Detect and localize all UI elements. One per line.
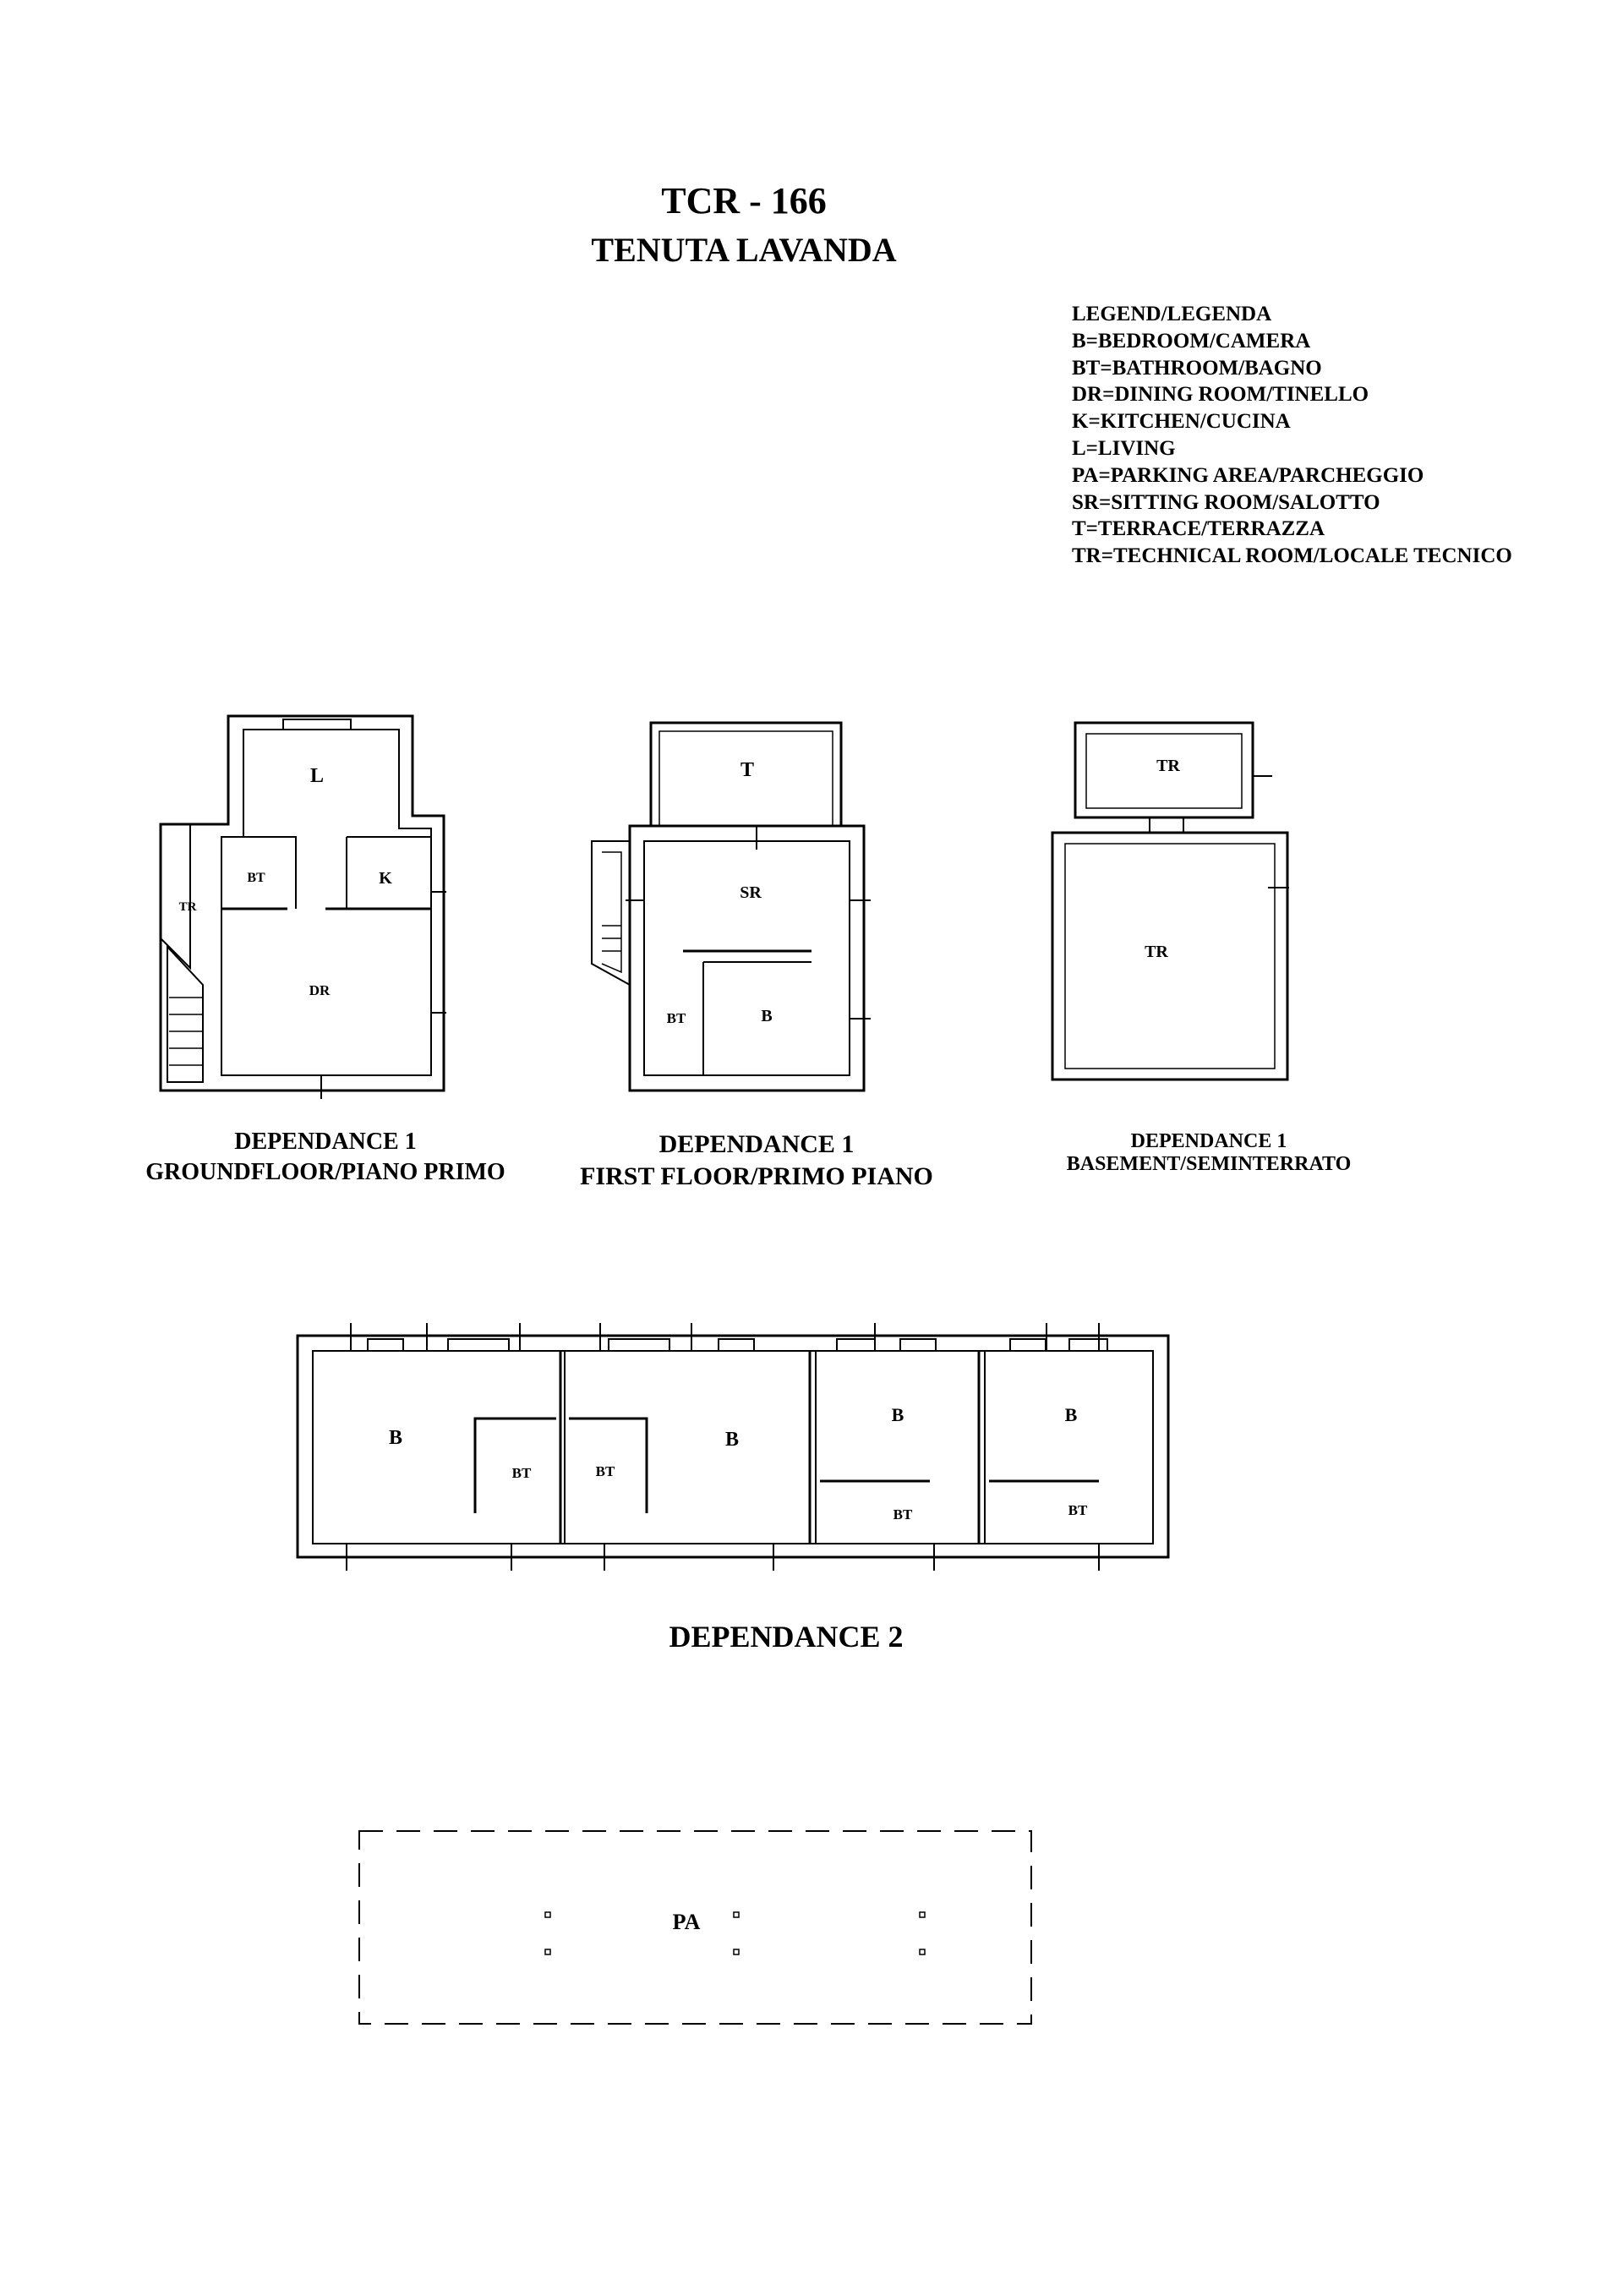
room-label-technical-room: TR (178, 900, 197, 914)
room-label-kitchen: K (379, 869, 392, 888)
document-code: TCR - 166 (661, 180, 827, 221)
caption-dep1-ground (127, 1129, 524, 1186)
caption-title: DEPENDANCE 2 (669, 1620, 904, 1654)
plan-dep1-basement (1052, 723, 1289, 1080)
legend-title: LEGEND/LEGENDA (1072, 303, 1272, 325)
legend-item: K=KITCHEN/CUCINA (1072, 410, 1291, 434)
plan-dep1-first (592, 723, 871, 1091)
tr-annex (161, 824, 190, 968)
legend-item: T=TERRACE/TERRAZZA (1072, 517, 1325, 541)
caption-dep1-basement (1014, 1130, 1403, 1176)
room-label-bathroom: BT (511, 1465, 532, 1481)
room-label-dining-room: DR (309, 982, 331, 998)
property-name: TENUTA LAVANDA (591, 231, 897, 269)
caption-title: DEPENDANCE 1 (234, 1129, 417, 1155)
legend-item: TR=TECHNICAL ROOM/LOCALE TECNICO (1072, 544, 1512, 568)
room-label-parking-area: PA (672, 1910, 701, 1934)
room-label-bedroom: B (761, 1007, 773, 1025)
outer-wall (630, 826, 864, 1091)
caption-subtitle: GROUNDFLOOR/PIANO PRIMO (145, 1159, 505, 1185)
legend-item: B=BEDROOM/CAMERA (1072, 329, 1311, 353)
room-label-living: L (309, 765, 325, 787)
room-label-bathroom: BT (1068, 1502, 1088, 1518)
room-label-bathroom: BT (247, 871, 265, 885)
room-label-bedroom: B (388, 1427, 403, 1449)
plan-dep1-ground (161, 716, 446, 1099)
room-label-sitting-room: SR (740, 883, 762, 902)
room-label-technical-room: TR (1145, 943, 1168, 961)
inner-wall (221, 730, 431, 1075)
inner-wall (644, 841, 850, 1075)
caption-title: DEPENDANCE 1 (1130, 1130, 1287, 1152)
legend-item: BT=BATHROOM/BAGNO (1072, 356, 1322, 380)
room-label-technical-room: TR (1156, 757, 1180, 775)
tr-main-room (1052, 833, 1287, 1080)
legend-item: SR=SITTING ROOM/SALOTTO (1072, 490, 1380, 514)
caption-subtitle: BASEMENT/SEMINTERRATO (1066, 1153, 1352, 1175)
room-label-bathroom: BT (666, 1010, 686, 1026)
caption-title: DEPENDANCE 1 (658, 1130, 855, 1158)
legend-item: DR=DINING ROOM/TINELLO (1072, 383, 1369, 407)
caption-dep1-first (558, 1130, 955, 1191)
room-label-bedroom: B (891, 1404, 904, 1425)
room-label-bedroom: B (724, 1429, 740, 1451)
caption-subtitle: FIRST FLOOR/PRIMO PIANO (580, 1162, 933, 1190)
room-label-bathroom: BT (893, 1506, 913, 1522)
legend-item: L=LIVING (1072, 436, 1176, 460)
legend-item: PA=PARKING AREA/PARCHEGGIO (1072, 463, 1424, 487)
room-label-terrace: T (740, 759, 755, 781)
room-label-bathroom: BT (595, 1463, 615, 1479)
caption-dep2 (533, 1619, 1040, 1654)
room-label-bedroom: B (1064, 1404, 1078, 1425)
